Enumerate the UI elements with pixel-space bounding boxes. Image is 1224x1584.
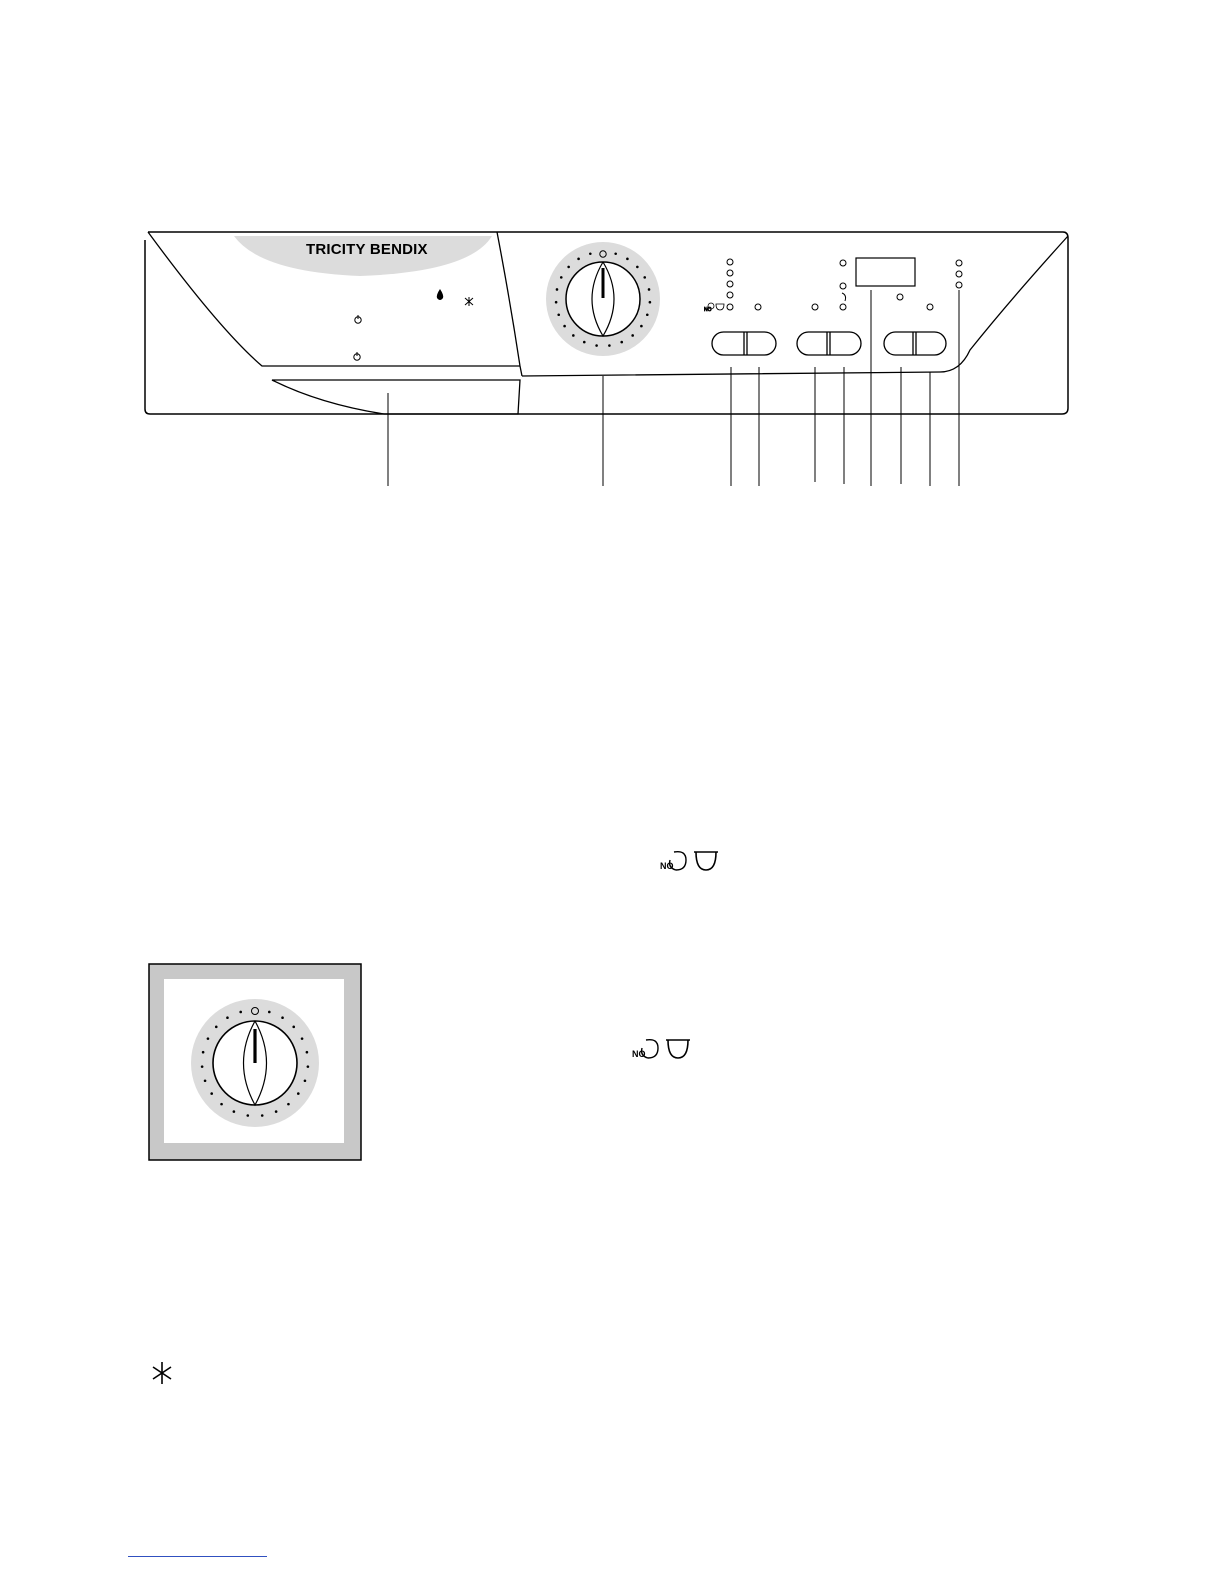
dial-tick [572, 334, 575, 337]
asterisk-icon [465, 297, 473, 306]
power-icon [355, 315, 361, 323]
dial-tick [215, 1026, 218, 1029]
digital-display [856, 258, 915, 286]
button-pair-2 [797, 332, 861, 355]
led-column-2 [812, 260, 846, 310]
svg-text:NO: NO [704, 307, 712, 313]
dial-tick [567, 266, 570, 269]
dial-tick [589, 252, 592, 255]
dial-tick [620, 341, 623, 344]
dial-tick [556, 288, 559, 291]
control-panel-diagram [0, 0, 1224, 500]
dial-tick [207, 1037, 210, 1040]
dial-tick [204, 1079, 207, 1082]
dial-tick [636, 266, 639, 269]
dial-tick [301, 1037, 304, 1040]
programme-dial [546, 242, 660, 356]
rinse-hold-icon [694, 852, 718, 870]
dial-tick [646, 313, 649, 316]
dial-tick [648, 288, 651, 291]
dial-tick [275, 1110, 278, 1113]
dial-tick [210, 1092, 213, 1095]
no-spin-rinse-hold-icons [660, 848, 724, 874]
drawer-handle [272, 380, 520, 414]
button-pair-1 [712, 332, 776, 355]
led-column-1 [727, 259, 761, 310]
dial-tick [595, 344, 598, 347]
dial-tick [287, 1103, 290, 1106]
rinse-hold-icon [666, 1040, 690, 1058]
no-spin-rinse-hold-icons-2 [632, 1036, 696, 1062]
dial-tick [246, 1114, 249, 1117]
dial-tick [202, 1051, 205, 1054]
dial-tick [557, 313, 560, 316]
button-pair-3 [884, 332, 946, 355]
dial-tick [220, 1103, 223, 1106]
dial-tick [577, 258, 580, 261]
footnote-rule [128, 1556, 267, 1557]
dial-tick [560, 276, 563, 279]
dial-tick [583, 341, 586, 344]
dial-tick [292, 1026, 295, 1029]
dial-tick [304, 1079, 307, 1082]
rinse-hold-icon [716, 304, 724, 310]
dial-tick [640, 325, 643, 328]
callout-lines [388, 290, 959, 486]
water-drop-icon [437, 289, 443, 300]
dial-tick [297, 1092, 300, 1095]
dial-tick [201, 1065, 204, 1068]
dial-tick [649, 301, 652, 304]
panel-divider [497, 232, 522, 376]
svg-text:NO: NO [632, 1049, 646, 1059]
dial-tick [268, 1011, 271, 1014]
led-column-3 [897, 260, 962, 310]
programme-dial-detail [148, 963, 362, 1161]
brand-logo: TRICITY BENDIX [306, 241, 428, 258]
dial-tick [239, 1011, 242, 1014]
dial-tick [233, 1110, 236, 1113]
dial-tick [281, 1016, 284, 1019]
svg-text:NO: NO [660, 861, 674, 871]
dial-tick [226, 1016, 229, 1019]
dial-tick [631, 334, 634, 337]
dial-tick [563, 325, 566, 328]
dial-tick [261, 1114, 264, 1117]
dial-tick [626, 258, 629, 261]
dial-tick [307, 1065, 310, 1068]
power-icon [354, 352, 360, 360]
dial-tick [643, 276, 646, 279]
dial-tick [614, 252, 617, 255]
asterisk-icon [150, 1360, 174, 1386]
dial-tick [608, 344, 611, 347]
dial-tick [306, 1051, 309, 1054]
no-spin-icon [704, 303, 714, 313]
dial-tick [555, 301, 558, 304]
